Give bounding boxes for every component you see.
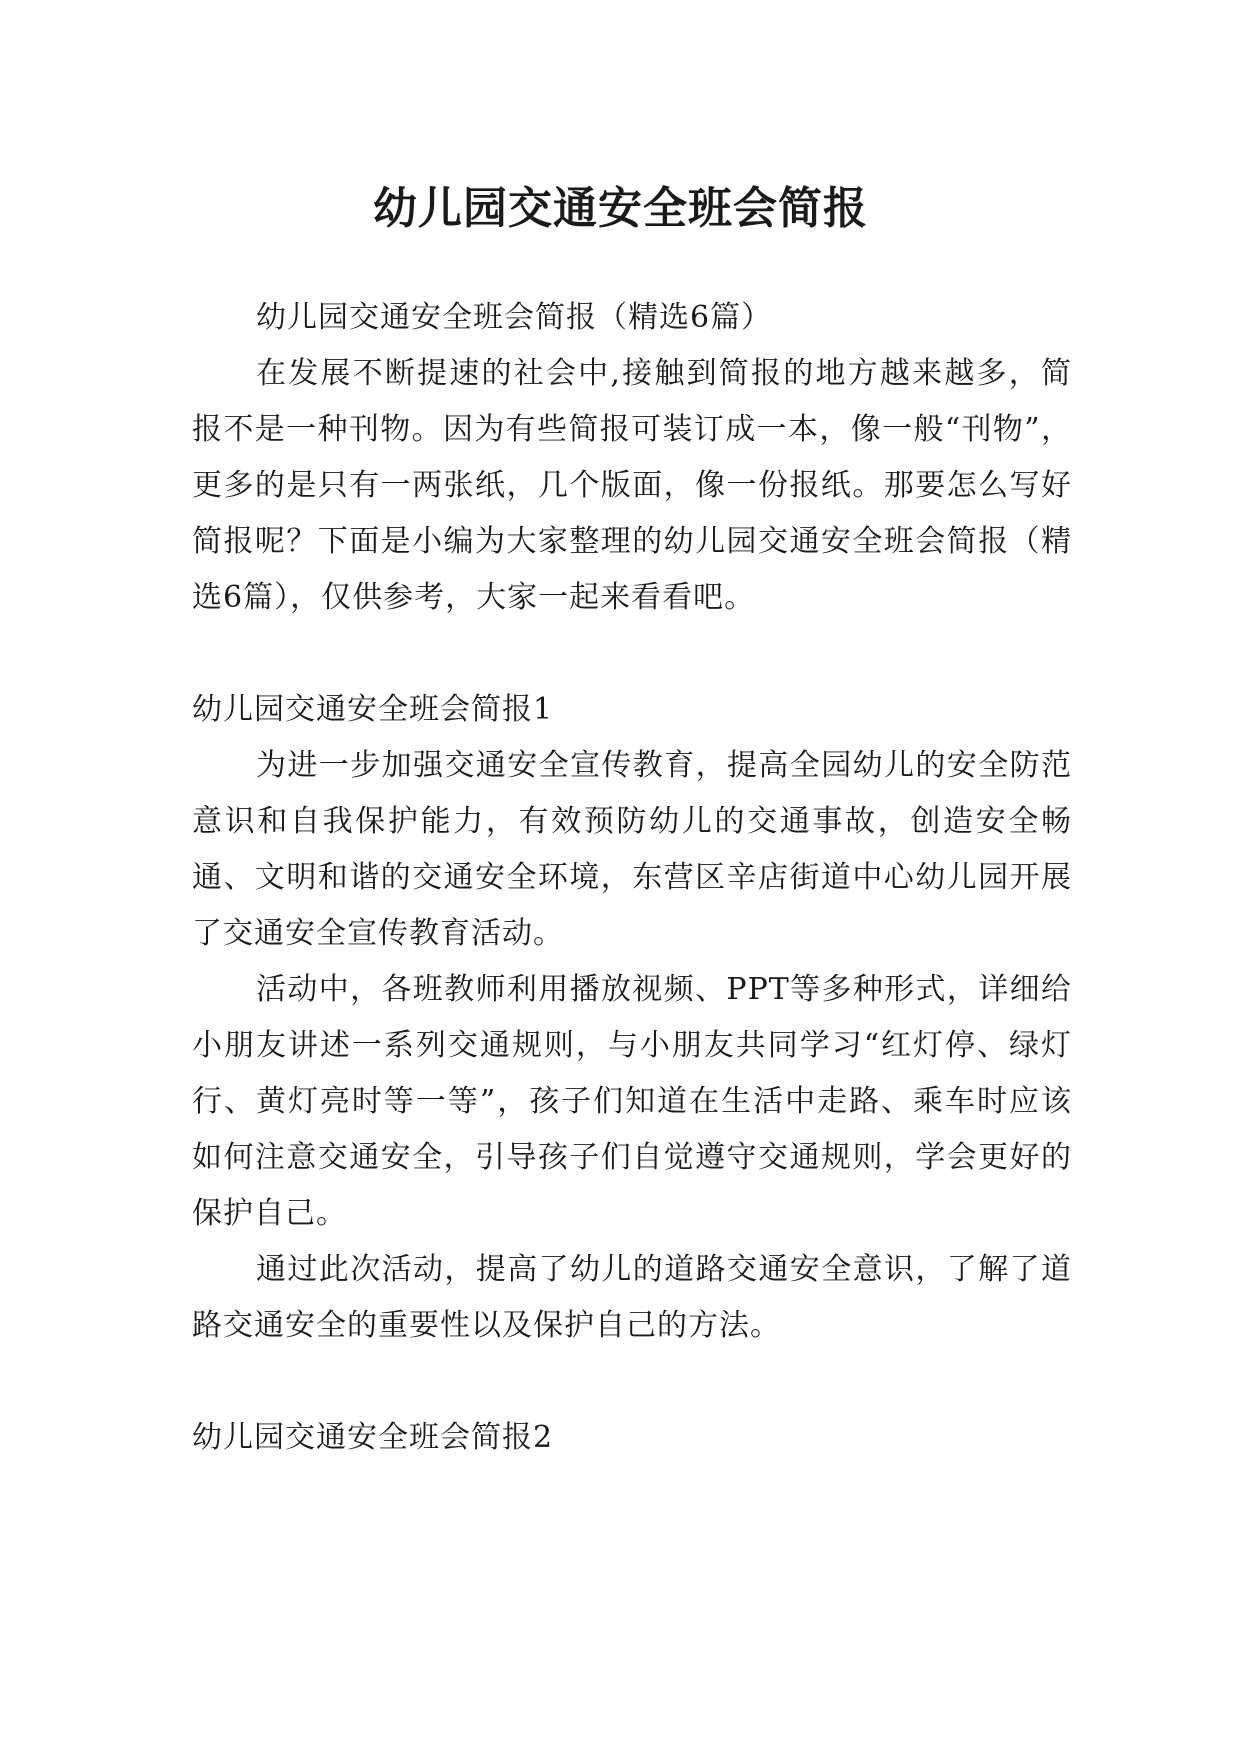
section-1-paragraph-2: 活动中，各班教师利用播放视频、PPT等多种形式，详细给小朋友讲述一系列交通规则，与小朋友共同学习“红灯停、绿灯行、黄灯亮时等一等”，孩子们知道在生活中走路、乘车时应该如何注意交通安全，引导孩子们自觉遵守交通规则，学会更好的保护自己。 [192, 972, 1072, 1231]
subtitle: 幼儿园交通安全班会简报（精选6篇） [256, 300, 773, 335]
section-1-paragraph-3: 通过此次活动，提高了幼儿的道路交通安全意识，了解了道路交通安全的重要性以及保护自己的方法。 [192, 1252, 1072, 1343]
section-heading-1: 幼儿园交通安全班会简报1 [192, 692, 554, 727]
section-heading-2: 幼儿园交通安全班会简报2 [192, 1420, 554, 1455]
intro-paragraph: 在发展不断提速的社会中,接触到简报的地方越来越多，简报不是一种刊物。因为有些简报可装订成一本，像一般“刊物”，更多的是只有一两张纸，几个版面，像一份报纸。那要怎么写好简报呢？下面是小编为大家整理的幼儿园交通安全班会简报（精选6篇），仅供参考，大家一起来看看吧。 [192, 356, 1072, 615]
section-1-paragraph-1: 为进一步加强交通安全宣传教育，提高全园幼儿的安全防范意识和自我保护能力，有效预防幼儿的交通事故，创造安全畅通、文明和谐的交通安全环境，东营区辛店街道中心幼儿园开展了交通安全宣传教育活动。 [192, 748, 1072, 951]
document-title: 幼儿园交通安全班会简报 [373, 183, 868, 235]
document-body [192, 290, 1072, 1466]
